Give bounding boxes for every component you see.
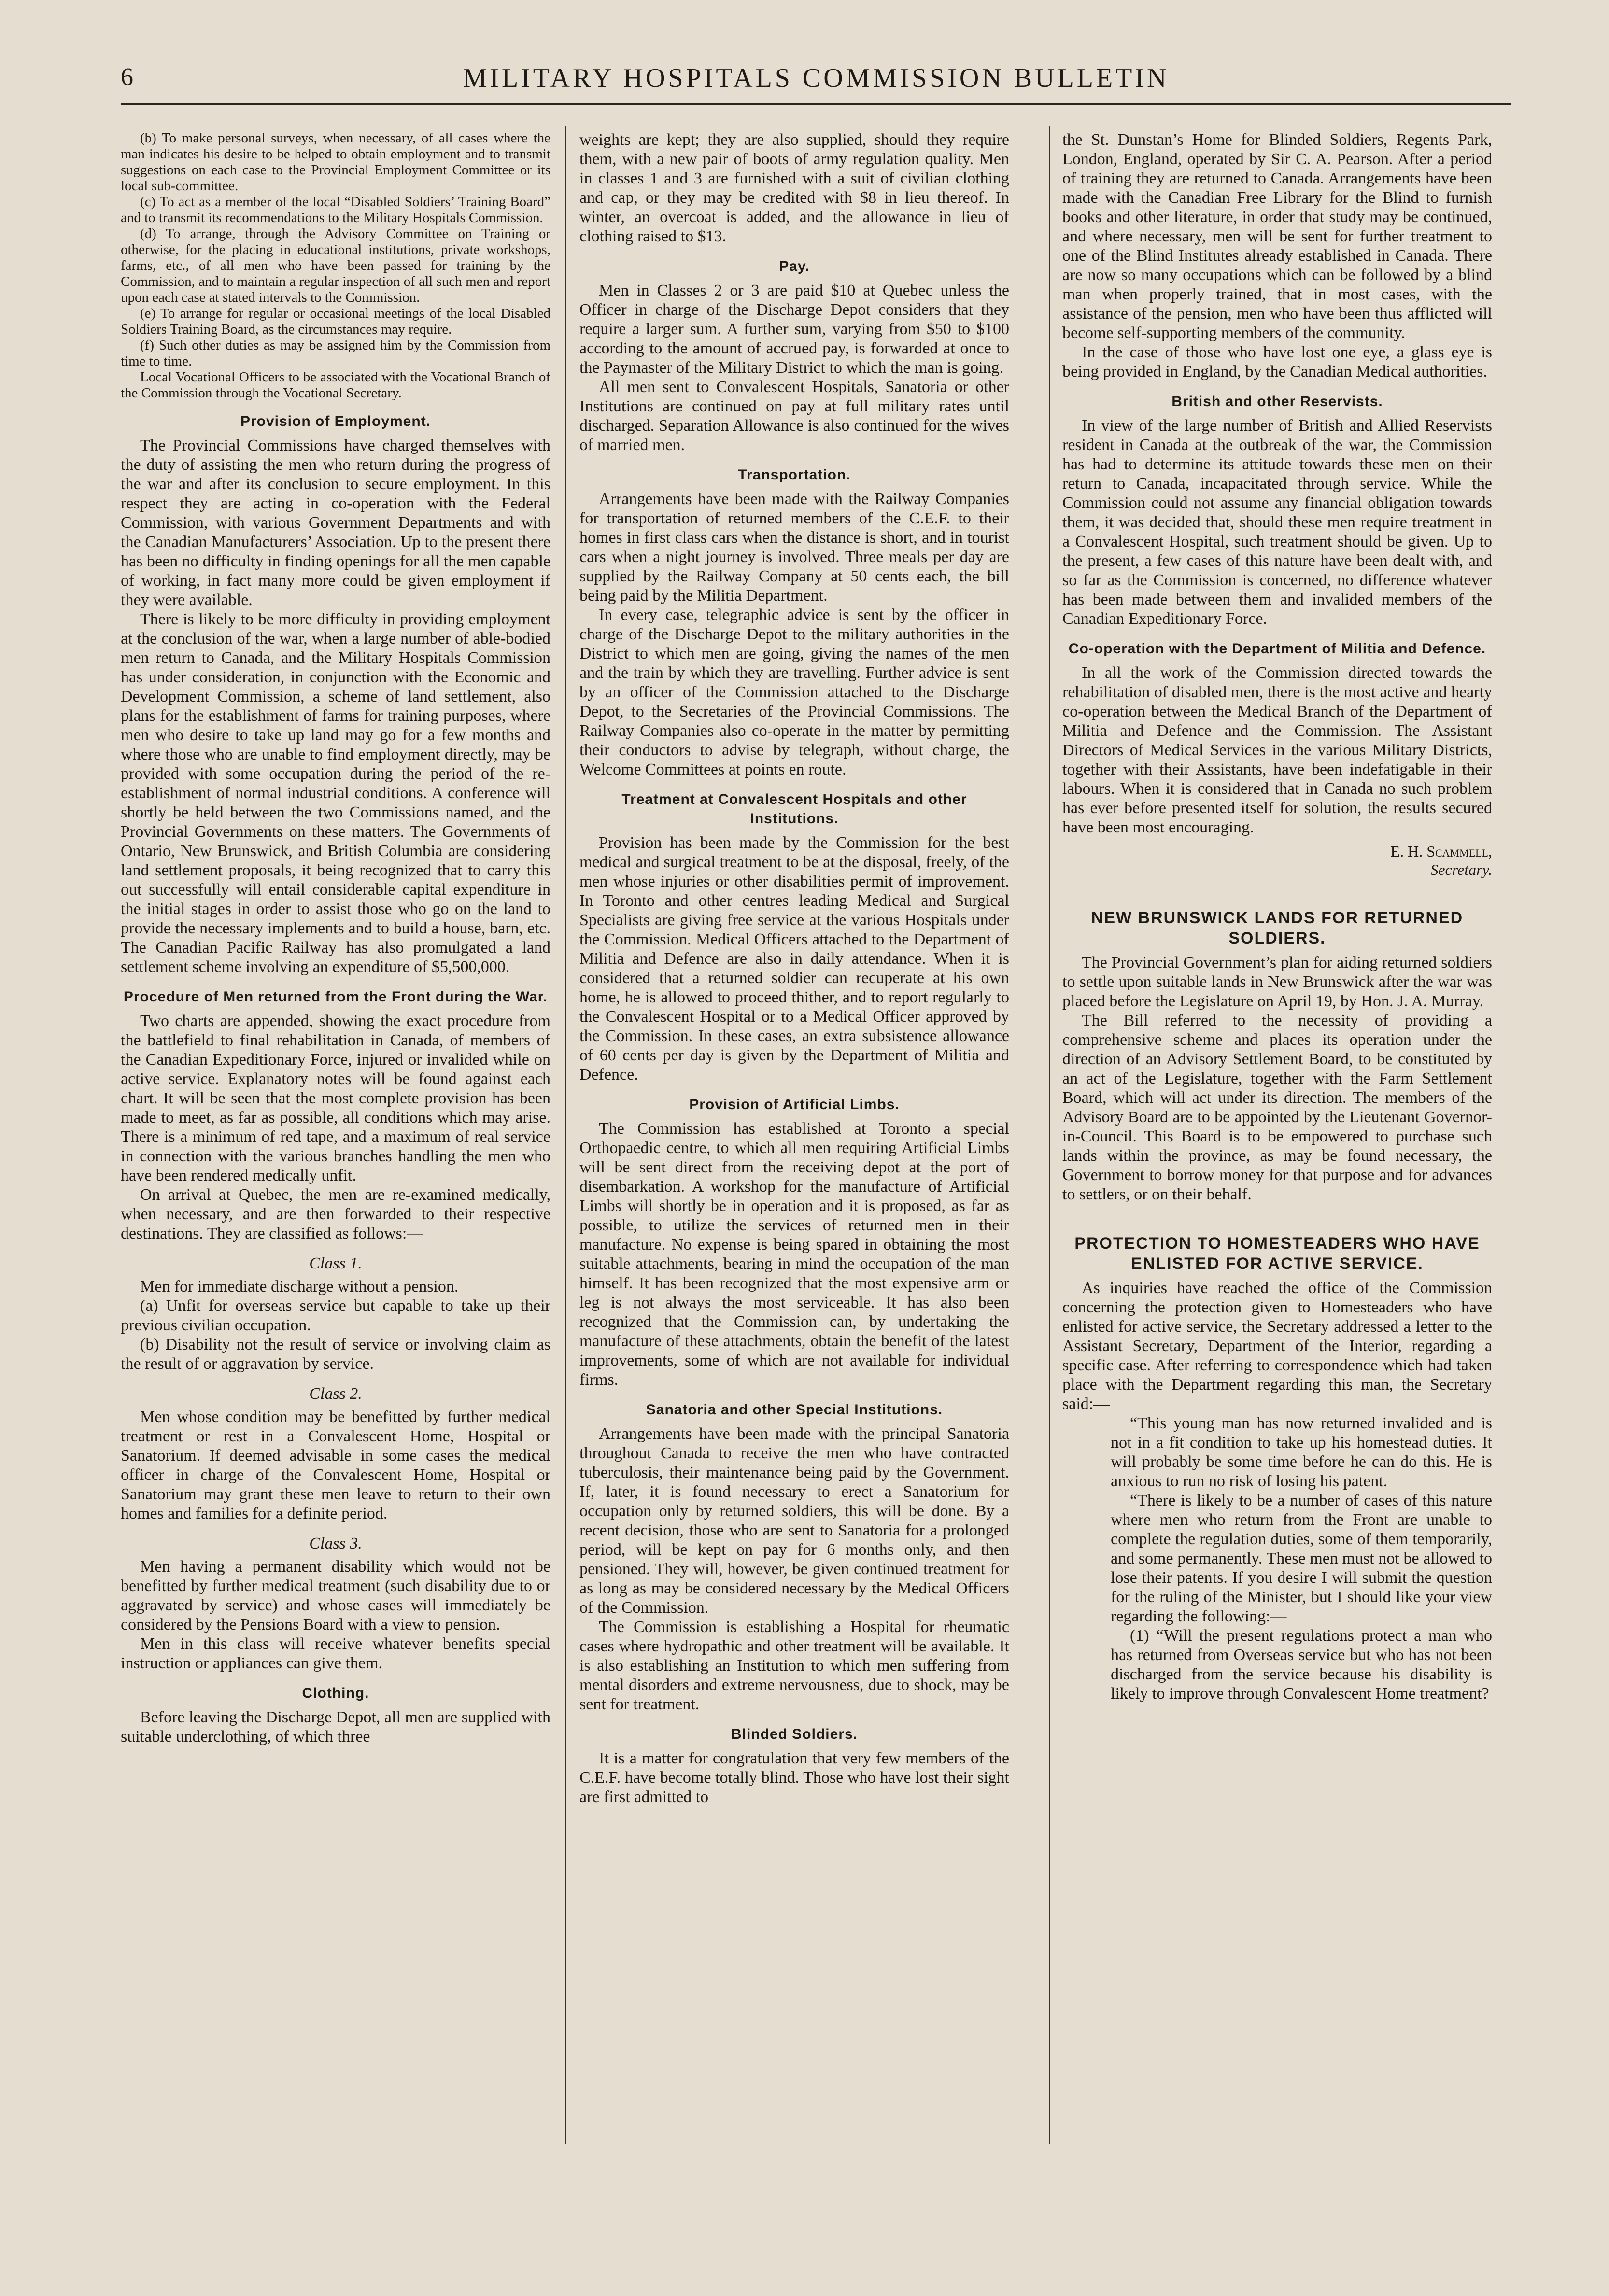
page-number: 6 (121, 63, 133, 91)
paragraph: The Provincial Government’s plan for aiding returned soldiers to settle upon suitable lands in New Brunswick after the war was placed before the Legislature on April 19, by Hon. J. A. Murray. (1062, 954, 1492, 1010)
paragraph: On arrival at Quebec, the men are re-examined medically, when necessary, and are then forwarded to their respective destinations. They are classified as follows:— (121, 1186, 550, 1242)
paragraph: As inquiries have reached the office of the Commission concerning the protection given to Homesteaders who have enlisted for active service, the Secretary addressed a letter to the Assistant Secretary, Department of the Interior, regarding a specific case. After referring to correspondence which had taken place with the Department regarding this man, the Secretary said:— (1062, 1279, 1492, 1413)
heading-pay: Pay. (779, 258, 810, 274)
duty-e: (e) To arrange for regular or occasional meetings of the local Disabled Soldiers Training Board, as the circumstances may require. (121, 306, 550, 337)
heading-new-brunswick: NEW BRUNSWICK LANDS FOR RETURNED SOLDIERS. (1091, 909, 1464, 947)
heading-employment: Provision of Employment. (240, 413, 431, 429)
signature-title: Secretary. (1430, 861, 1492, 878)
heading-procedure: Procedure of Men returned from the Front during the War. (123, 989, 548, 1005)
paragraph: In view of the large number of British and Allied Reservists resident in Canada at the outbreak of the war, the Commission has had to determine its attitude towards these men on their return to Canada, incapacitated through service. While the Commission could not assume any financial obligation towards them, it was decided that, should these men require treatment in a Convalescent Hospital, such treatment should be given. Up to the present, a few cases of this nature have been dealt with, and so far as the Commission is concerned, no difference whatever has been made between them and invalided members of the Canadian Expeditionary Force. (1062, 417, 1492, 628)
paragraph: The Commission is establishing a Hospital for rheumatic cases where hydropathic and other treatment will be available. It is also establishing an Institution to which men suffering from mental disorders and extreme nervousness, due to shock, may be sent for treatment. (579, 1618, 1009, 1713)
column-2 (579, 130, 1009, 1807)
heading-treatment: Treatment at Convalescent Hospitals and other Institutions. (621, 791, 967, 827)
paragraph: Arrangements have been made with the principal Sanatoria throughout Canada to receive the men who have contracted tuberculosis, their maintenance being paid by the Government. If, later, it is found necessary to erect a Sanatorium for occupation only by returned soldiers, this will be done. By a recent decision, those who are sent to Sanatoria for a prolonged period, will be kept on pay for 6 months only, and then pensioned. They will, however, be given continued treatment for as long as may be considered necessary by the Medical Officers of the Commission. (579, 1425, 1009, 1617)
heading-transportation: Transportation. (738, 467, 851, 483)
column-divider (565, 126, 566, 2144)
heading-blinded-soldiers: Blinded Soldiers. (731, 1726, 858, 1742)
paragraph: weights are kept; they are also supplied, should they require them, with a new pair of boots of army regulation quality. Men in classes 1 and 3 are furnished with a suit of civilian clothing and cap, or they may be credited with $8 in lieu thereof. In winter, an overcoat is added, and the allowance in lieu of clothing raised to $13. (579, 131, 1009, 245)
paragraph: In all the work of the Commission directed towards the rehabilitation of disabled men, there is the most active and hearty co-operation between the Medical Branch of the Department of Militia and Defence and the Commission. The Assistant Directors of Medical Services in the various Military Districts, together with their Assistants, have been indefatigable in their labours. When it is considered that in Canada no such problem has ever before presented itself for solution, the results secured have been most encouraging. (1062, 664, 1492, 836)
paragraph: Before leaving the Discharge Depot, all men are supplied with suitable underclothing, of which three (121, 1708, 550, 1746)
heading-cooperation: Co-operation with the Department of Militia and Defence. (1068, 641, 1486, 657)
paragraph: Arrangements have been made with the Railway Companies for transportation of returned members of the C.E.F. to their homes in first class cars when the distance is short, and in tourist cars when a night journey is involved. Three meals per day are supplied by the Railway Company at 50 cents each, the bill being paid by the Militia Department. (579, 490, 1009, 605)
column-3 (1062, 130, 1492, 1704)
column-1 (121, 130, 550, 1747)
paragraph: Two charts are appended, showing the exact procedure from the battlefield to final rehabilitation in Canada, of members of the Canadian Expeditionary Force, injured or invalided while on active service. Explanatory notes will be found against each chart. It will be seen that the most complete provision has been made to meet, as far as possible, all conditions which may arise. There is a minimum of red tape, and a maximum of real service in connection with the various branches handling the men who have been rendered medically unfit. (121, 1012, 550, 1184)
paragraph: Men in this class will receive whatever benefits special instruction or appliances can give them. (121, 1635, 550, 1672)
paragraph: There is likely to be more difficulty in providing employment at the conclusion of the war, when a large number of able-bodied men return to Canada, and the Military Hospitals Commission has under consideration, in conjunction with the Economic and Development Commission, a scheme of land settlement, also plans for the establishment of farms for training purposes, where men who desire to take up land may go for a few months and where those who are unable to find employment directly, may be provided with some occupation during the period of the re-establishment of normal industrial conditions. A conference will shortly be held between the two Commissions named, and the Provincial Governments on these matters. The Governments of Ontario, New Brunswick, and British Columbia are considering land settlement proposals, it being recognized that to carry this out successfully will entail considerable capital expenditure in the initial stages in order to assist those who go on the land to provide the necessary implements and to build a house, barn, etc. The Canadian Pacific Railway has also promulgated a land settlement scheme involving an expenditure of $5,500,000. (121, 610, 550, 976)
duty-f: (f) Such other duties as may be assigned him by the Commission from time to time. (121, 338, 550, 369)
duty-d: (d) To arrange, through the Advisory Committee on Training or otherwise, for the placing in educational institutions, private workshops, farms, etc., of all men who have been passed for training by the Commission, and to maintain a regular inspection of all such men and report upon each case at stated intervals to the Commission. (121, 226, 550, 305)
paragraph: Men whose condition may be benefitted by further medical treatment or rest in a Convalescent Home, Hospital or Sanatorium. If deemed advisable in some cases the medical officer in charge of the Convalescent Home, Hospital or Sanatorium may grant these men leave to return to their own homes and families for a definite period. (121, 1408, 550, 1522)
signature-block (1062, 842, 1492, 879)
duty-c: (c) To act as a member of the local “Disabled Soldiers’ Training Board” and to transmit its recommendations to the Military Hospitals Commission. (121, 194, 550, 225)
class-3-heading: Class 3. (309, 1535, 362, 1552)
quote-paragraph: “This young man has now returned invalided and is not in a fit condition to take up his homestead duties. It will probably be some time before he can do this. He is anxious to run no risk of losing his patent. (1111, 1414, 1492, 1490)
local-officers: Local Vocational Officers to be associated with the Vocational Branch of the Commission through the Vocational Secretary. (121, 369, 550, 401)
quote-paragraph: “There is likely to be a number of cases of this nature where men who return from the Front are unable to complete the regulation duties, some of them temporarily, and some permanently. These men must not be allowed to lose their patents. If you desire I will submit the question for the ruling of the Minister, but I should like your view regarding the following:— (1111, 1492, 1492, 1625)
heading-sanatoria: Sanatoria and other Special Institutions. (646, 1402, 943, 1418)
heading-clothing: Clothing. (302, 1685, 369, 1701)
paragraph: Men in Classes 2 or 3 are paid $10 at Quebec unless the Officer in charge of the Discharge Depot considers that they require a larger sum. A further sum, varying from $50 to $100 according to the amount of accrued pay, is forwarded at once to the Paymaster of the Military District to which the man is going. (579, 282, 1009, 377)
page-header (121, 58, 1511, 101)
quote-paragraph: (1) “Will the present regulations protect a man who has returned from Overseas service but who has not been discharged from the service because his disability is likely to improve through Convalescent Home treatment? (1111, 1627, 1492, 1703)
paragraph: (b) Disability not the result of service or involving claim as the result of or aggravation by service. (121, 1336, 550, 1373)
paragraph: All men sent to Convalescent Hospitals, Sanatoria or other Institutions are continued on pay at full military rates until discharged. Separation Allowance is also continued for the wives of married men. (579, 378, 1009, 454)
paragraph: The Commission has established at Toronto a special Orthopaedic centre, to which all men requiring Artificial Limbs will be sent direct from the receiving depot at the port of disembarkation. A workshop for the manufacture of Artificial Limbs will shortly be in operation and it is proposed, as far as possible, to utilize the services of returned men in their manufacture. No expense is being spared in obtaining the most suitable attachments, bearing in mind the occupation of the man himself. It has been recognized that the most expensive arm or leg is not always the most serviceable. It has also been recognized that the Commission can, by undertaking the manufacture of these attachments, obtain the benefit of the latest improvements, some of which are not available for individual firms. (579, 1120, 1009, 1389)
column-divider (1049, 126, 1050, 2144)
paragraph: In the case of those who have lost one eye, a glass eye is being provided in England, by the Canadian Medical authorities. (1062, 343, 1492, 380)
heading-artificial-limbs: Provision of Artificial Limbs. (689, 1097, 900, 1113)
paragraph: The Bill referred to the necessity of providing a comprehensive scheme and places its operation under the direction of an Advisory Settlement Board, to be constituted by an act of the Legislature, together with the Farm Settlement Board, which will act under its direction. The members of the Advisory Board are to be appointed by the Lieutenant Governor-in-Council. This Board is to be empowered to purchase such lands within the province, as may be found necessary, the Government to borrow money for that purpose and for advances to settlers, or on their behalf. (1062, 1012, 1492, 1203)
paragraph: the St. Dunstan’s Home for Blinded Soldiers, Regents Park, London, England, operated by Sir C. A. Pearson. After a period of training they are returned to Canada. Arrangements have been made with the Canadian Free Library for the Blind to furnish books and other literature, in order that study may be continued, and where necessary, men will be sent for further treatment to one of the Blind Institutes already established in Canada. There are now so many occupations which can be followed by a blind man when properly trained, that in most cases, with the assistance of the pension, men who have been thus afflicted will become self-supporting members of the community. (1062, 131, 1492, 342)
bulletin-title: MILITARY HOSPITALS COMMISSION BULLETIN (463, 63, 1170, 93)
paragraph: Men for immediate discharge without a pension. (140, 1278, 459, 1296)
signature-name: E. H. Scammell, (1390, 843, 1492, 860)
duty-b: (b) To make personal surveys, when necessary, of all cases where the man indicates his desire to be helped to obtain employment and to transmit suggestions on each case to the Provincial Employment Committee or its local sub-committee. (121, 130, 550, 194)
paragraph: Men having a permanent disability which would not be benefitted by further medical treatment (such disability due to or aggravated by service) and whose cases will immediately be considered by the Pensions Board with a view to pension. (121, 1558, 550, 1634)
paragraph: The Provincial Commissions have charged themselves with the duty of assisting the men who return during the progress of the war and after its conclusion to secure employment. In this respect they are acting in co-operation with the Federal Commission, with various Government Departments and with the Canadian Manufacturers’ Association. Up to the present there has been no difficulty in finding openings for all the men capable of working, in fact many more could be given employment if they were available. (121, 437, 550, 609)
header-rule (121, 103, 1511, 105)
class-2-heading: Class 2. (309, 1385, 362, 1403)
heading-homesteaders: PROTECTION TO HOMESTEADERS WHO HAVE ENLISTED FOR ACTIVE SERVICE. (1074, 1234, 1480, 1273)
paragraph: (a) Unfit for overseas service but capable to take up their previous civilian occupation. (121, 1297, 550, 1334)
heading-reservists: British and other Reservists. (1171, 394, 1383, 409)
paragraph: Provision has been made by the Commission for the best medical and surgical treatment to be at the disposal, freely, of the men whose injuries or other disabilities permit of improvement. In Toronto and other centres leading Medical and Surgical Specialists are giving free service at the various Hospitals under the Commission. Medical Officers attached to the Department of Militia and Defence are also in daily attendance. When it is considered that a returned soldier can recuperate at his own home, he is allowed to proceed thither, and to report regularly to the Convalescent Hospital or to a Medical Officer approved by the Commission. In these cases, an extra subsistence allowance of 60 cents per day is given by the Department of Militia and Defence. (579, 834, 1009, 1084)
paragraph: In every case, telegraphic advice is sent by the officer in charge of the Discharge Depot to the military authorities in the District to which men are going, giving the names of the men and the train by which they are travelling. Further advice is sent by an officer of the Commission attached to the Discharge Depot, to the Secretaries of the Provincial Commissions. The Railway Companies also co-operate in the matter by permitting their conductors to advise by telegraph, without charge, the Welcome Committees at points en route. (579, 606, 1009, 778)
class-1-heading: Class 1. (309, 1254, 362, 1272)
paragraph: It is a matter for congratulation that very few members of the C.E.F. have become totally blind. Those who have lost their sight are first admitted to (579, 1749, 1009, 1806)
